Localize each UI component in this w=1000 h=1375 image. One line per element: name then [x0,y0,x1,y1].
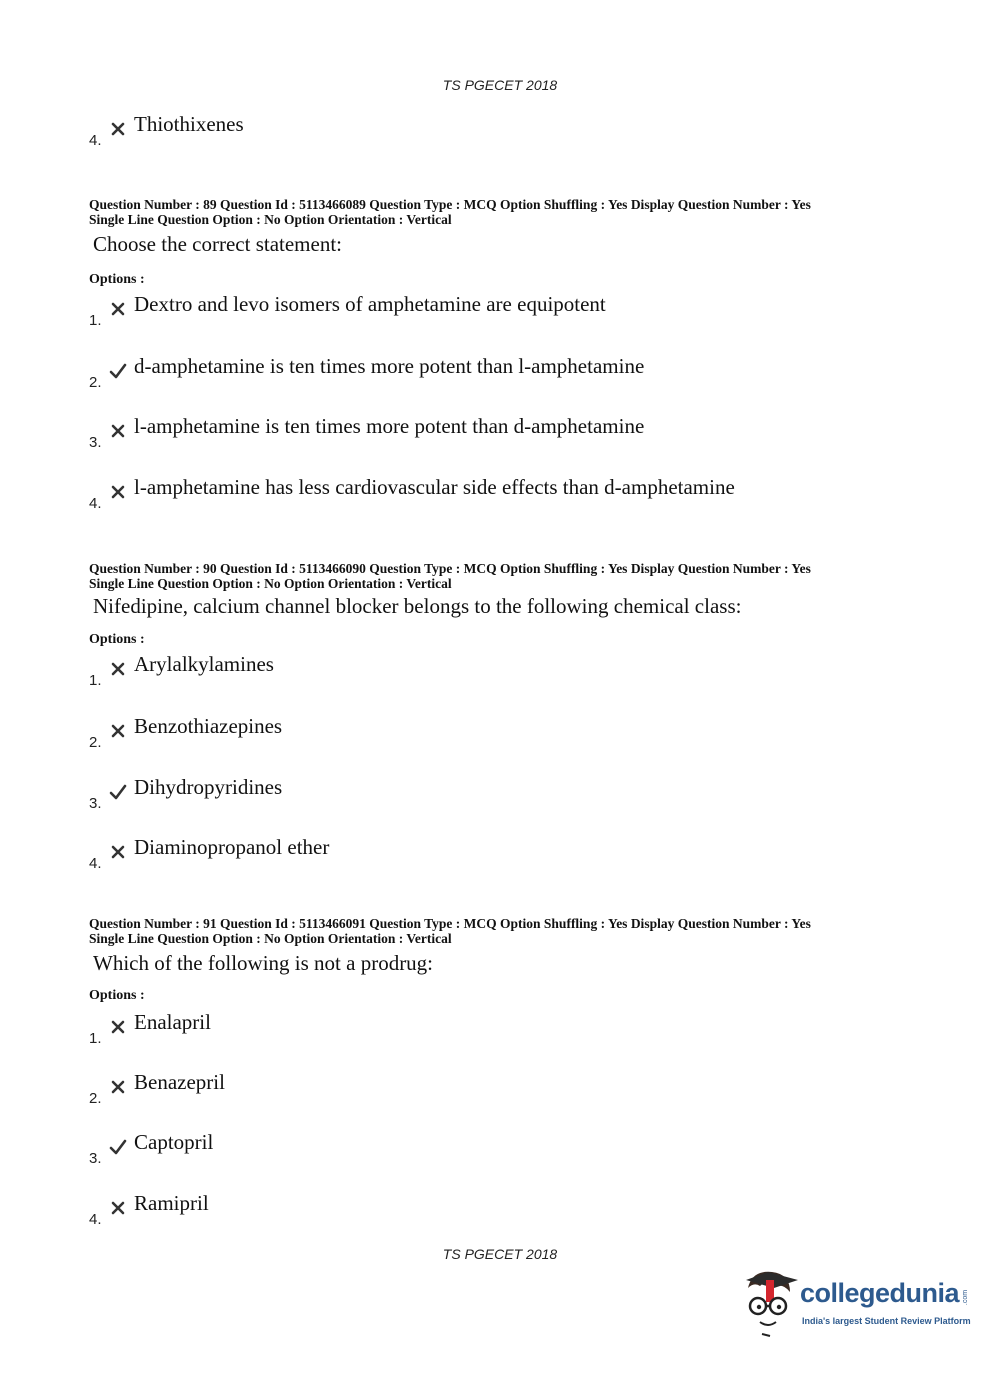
option-1 [89,652,939,690]
option-text: d-amphetamine is ten times more potent than l-amphetamine [134,354,645,378]
option-text: Ramipril [134,1191,209,1215]
cross-icon [109,300,127,318]
cross-icon [109,722,127,740]
option-text: Dihydropyridines [134,775,283,799]
logo-tagline: India's largest Student Review Platform [802,1316,971,1326]
cross-icon [109,1078,127,1096]
option-2 [89,354,939,392]
option-number: 4. [89,1211,102,1228]
prev-question-option-4 [89,112,939,150]
option-number: 2. [89,1090,102,1107]
check-icon [109,783,127,801]
question-meta: Question Number : 89 Question Id : 5113466089 Question Type : MCQ Option Shuffling : Yes Display Question Number : Yes Single Line Question Option : No Option Orientation : Vertical [89,197,811,227]
page-header: TS PGECET 2018 [442,77,558,93]
option-text: l-amphetamine is ten times more potent than d-amphetamine [134,414,645,438]
cross-icon [109,422,127,440]
cross-icon [109,843,127,861]
page-footer: TS PGECET 2018 [442,1246,558,1262]
cross-icon [109,1199,127,1217]
option-1 [89,292,939,330]
option-number: 1. [89,312,102,329]
option-4 [89,835,939,873]
collegedunia-logo [738,1266,978,1346]
question-stem: Nifedipine, calcium channel blocker belongs to the following chemical class: [93,594,742,618]
option-number: 2. [89,374,102,391]
question-meta: Question Number : 91 Question Id : 5113466091 Question Type : MCQ Option Shuffling : Yes Display Question Number : Yes Single Line Question Option : No Option Orientation : Vertical [89,916,811,946]
options-label: Options : [89,632,145,647]
check-icon [109,1138,127,1156]
logo-suffix: .com [962,1289,970,1306]
cross-icon [109,1018,127,1036]
question-meta: Question Number : 90 Question Id : 5113466090 Question Type : MCQ Option Shuffling : Yes Display Question Number : Yes Single Line Question Option : No Option Orientation : Vertical [89,561,811,591]
option-number: 3. [89,795,102,812]
option-text: Captopril [134,1130,214,1154]
options-label: Options : [89,272,145,287]
cross-icon [109,660,127,678]
option-number: 4. [89,495,102,512]
option-text: Arylalkylamines [134,652,274,676]
options-label: Options : [89,988,145,1003]
option-number: 1. [89,672,102,689]
option-number: 2. [89,734,102,751]
check-icon [109,362,127,380]
option-text: Thiothixenes [134,112,244,136]
logo-wordmark: collegedunia [800,1278,960,1308]
option-2 [89,714,939,752]
option-4 [89,475,939,513]
option-text: l-amphetamine has less cardiovascular side effects than d-amphetamine [134,475,735,499]
option-number: 3. [89,434,102,451]
option-number: 4. [89,132,102,149]
option-text: Dextro and levo isomers of amphetamine are equipotent [134,292,606,316]
option-text: Diaminopropanol ether [134,835,330,859]
option-text: Benazepril [134,1070,225,1094]
cross-icon [109,483,127,501]
cross-icon [109,120,127,138]
mascot-icon [738,1266,800,1338]
option-2 [89,1070,939,1108]
option-1 [89,1010,939,1048]
option-text: Benzothiazepines [134,714,283,738]
option-3 [89,775,939,813]
option-3 [89,414,939,452]
question-stem: Which of the following is not a prodrug: [93,951,434,975]
option-number: 4. [89,855,102,872]
option-text: Enalapril [134,1010,211,1034]
option-3 [89,1130,939,1168]
option-4 [89,1191,939,1229]
option-number: 1. [89,1030,102,1047]
question-stem: Choose the correct statement: [93,232,342,256]
option-number: 3. [89,1150,102,1167]
